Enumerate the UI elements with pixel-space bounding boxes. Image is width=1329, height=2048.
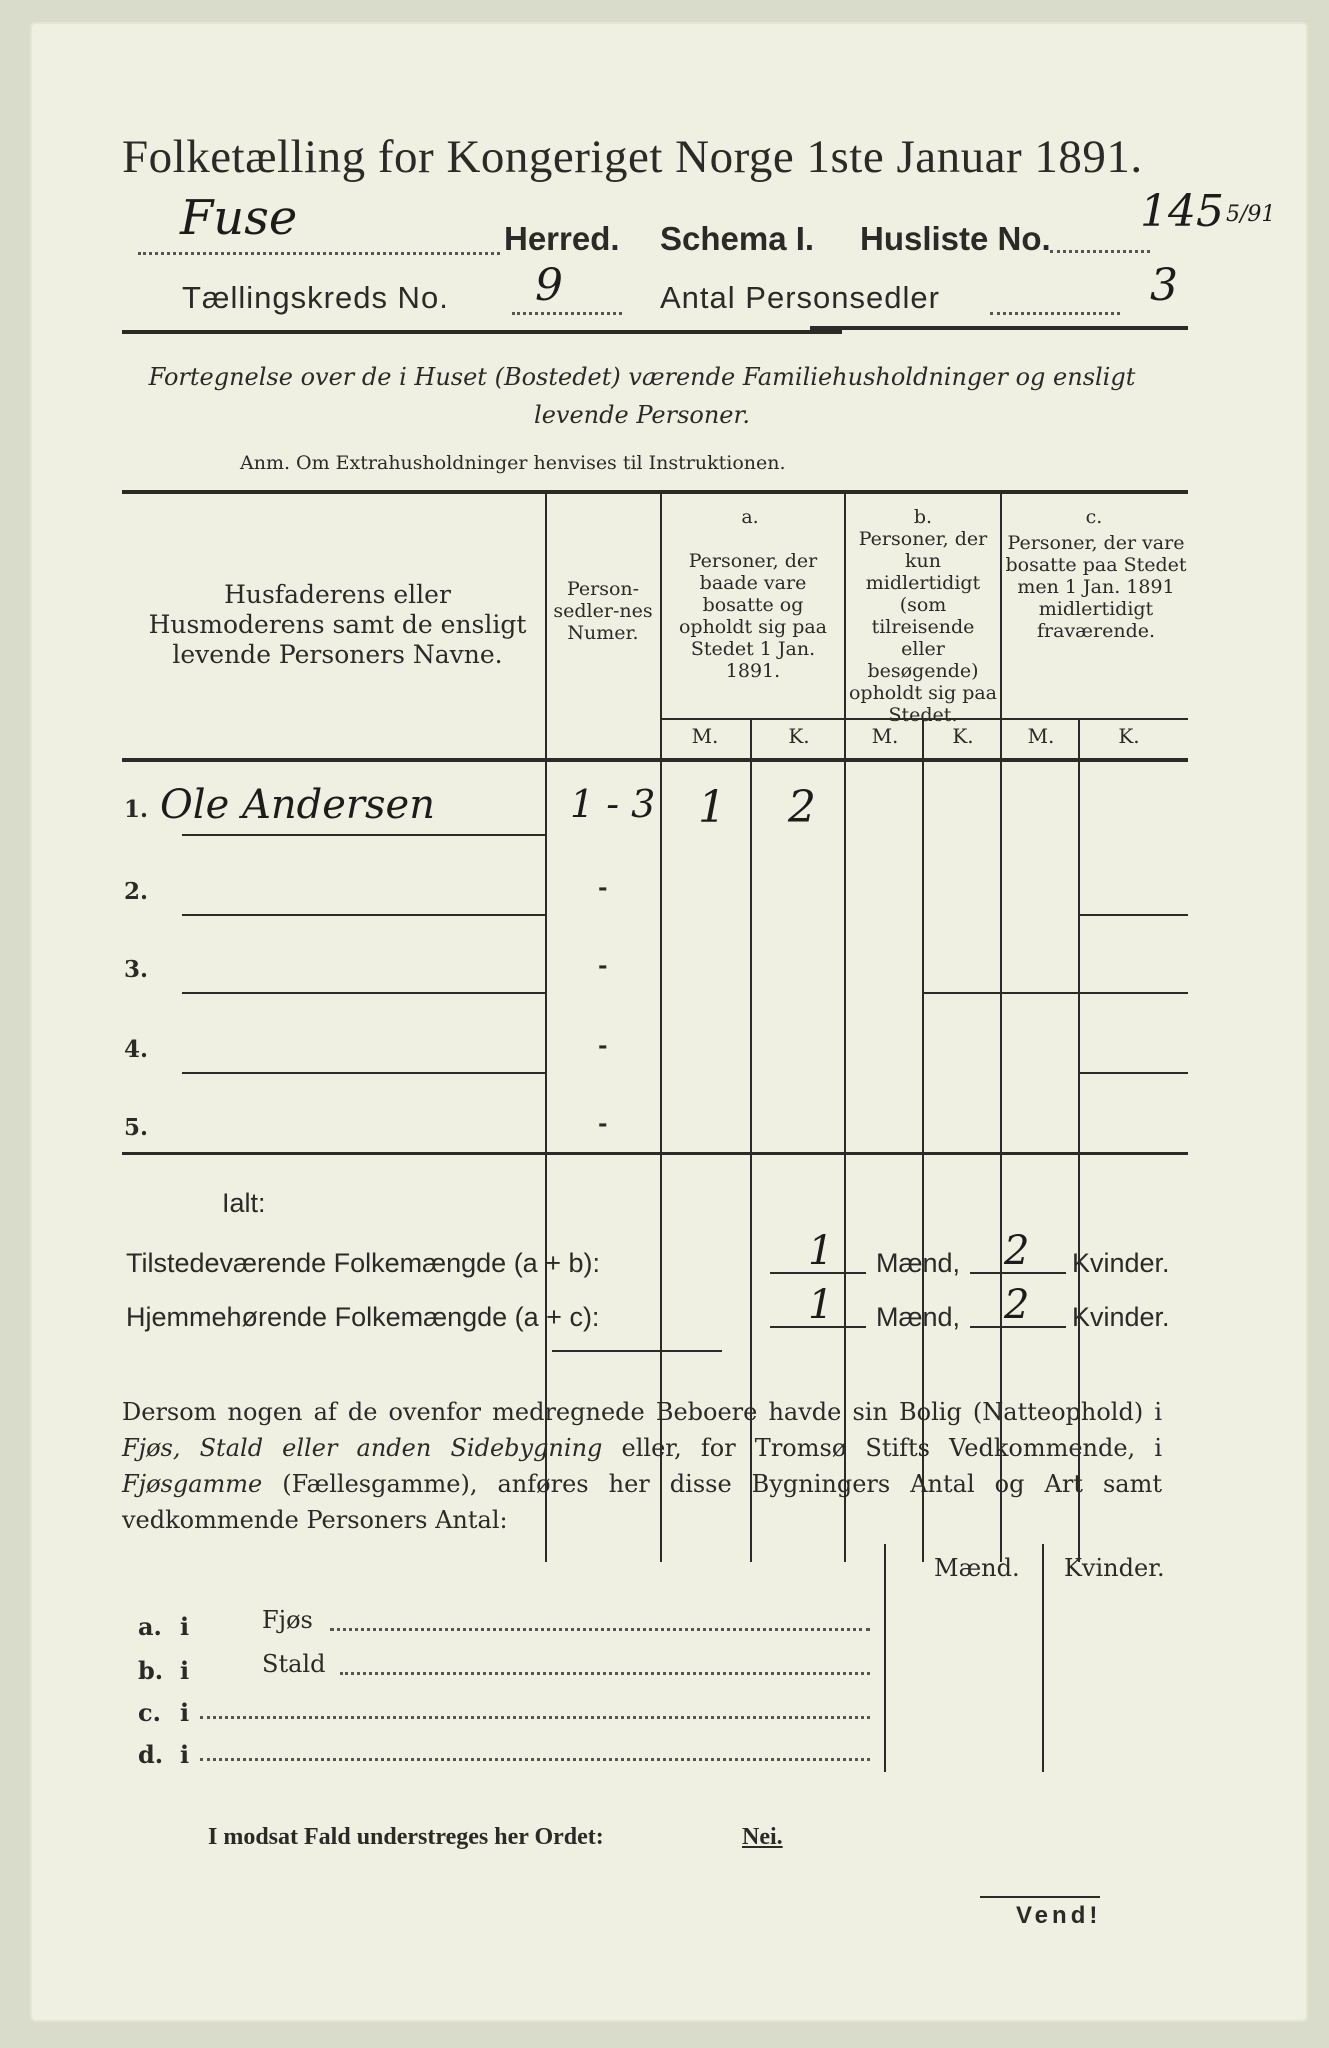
nei-word: Nei. bbox=[742, 1824, 783, 1850]
paragraph-text: eller, for Tromsø Stifts Vedkommende, i bbox=[602, 1434, 1162, 1462]
a-m-label: M. bbox=[691, 724, 719, 748]
buildings-kvinder-header: Kvinder. bbox=[1064, 1554, 1165, 1582]
kreds-label: Tællingskreds No. bbox=[182, 280, 449, 315]
instructions-paragraph bbox=[122, 1394, 1162, 1538]
row-number: 5. bbox=[124, 1114, 149, 1141]
paragraph-italic: Fjøs, Stald eller anden Sidebygning bbox=[122, 1434, 603, 1462]
col-b-letter: b. bbox=[913, 506, 933, 528]
row-name: Ole Andersen bbox=[160, 782, 435, 828]
paragraph-italic: Fjøsgamme bbox=[122, 1470, 263, 1498]
antal-value: 3 bbox=[1150, 260, 1178, 311]
antal-field bbox=[990, 286, 1120, 315]
c-k-label: K. bbox=[1118, 724, 1140, 748]
col-name-header: Husfaderens eller Husmoderens samt de ensligt levende Personers Navne. bbox=[148, 580, 527, 669]
col-a-header: Personer, der baade vare bosatte og opholdt sig paa Stedet 1 Jan. 1891. bbox=[678, 550, 828, 682]
kreds-value: 9 bbox=[535, 260, 563, 311]
buildings-divider bbox=[1042, 1544, 1044, 1772]
husliste-value: 145 bbox=[1140, 186, 1224, 237]
col-a-letter: a. bbox=[741, 506, 759, 528]
row-rule bbox=[182, 914, 545, 916]
row-number: 2. bbox=[124, 878, 149, 905]
row-rule bbox=[182, 1072, 545, 1074]
paragraph-text: (Fællesgamme), anføres her disse Bygningers Antal og Art samt vedkommende Personers Antal: bbox=[122, 1470, 1162, 1534]
b-m-label: M. bbox=[871, 724, 899, 748]
row-number: 1. bbox=[124, 796, 149, 823]
row-rule bbox=[182, 834, 545, 836]
building-dots bbox=[340, 1672, 870, 1675]
row-a-m: 1 bbox=[698, 782, 726, 833]
kreds-field bbox=[512, 286, 622, 315]
section-divider bbox=[552, 1350, 722, 1352]
tilstede-kvinder: Kvinder. bbox=[1072, 1248, 1170, 1278]
antal-label: Antal Personsedler bbox=[660, 280, 940, 315]
tilstede-label: Tilstedeværende Folkemængde (a + b): bbox=[126, 1248, 600, 1278]
hjemme-k-value: 2 bbox=[1004, 1282, 1030, 1328]
buildings-divider bbox=[884, 1544, 886, 1772]
building-i: i bbox=[180, 1612, 190, 1641]
row-rule bbox=[922, 992, 1188, 994]
census-form bbox=[30, 22, 1308, 2022]
tilstede-m-value: 1 bbox=[808, 1228, 834, 1274]
row-rule bbox=[1078, 1072, 1188, 1074]
col-c-letter: c. bbox=[1085, 506, 1103, 528]
buildings-maend-header: Mænd. bbox=[934, 1554, 1020, 1582]
building-letter: a. bbox=[138, 1612, 162, 1641]
herred-value: Fuse bbox=[180, 190, 298, 246]
husliste-note: 5/91 bbox=[1226, 202, 1276, 227]
building-i: i bbox=[180, 1740, 190, 1769]
table-bottom-rule bbox=[122, 1152, 1188, 1155]
row-sedler: - bbox=[598, 952, 608, 979]
header-bottom-rule bbox=[122, 758, 1188, 762]
row-sedler: - bbox=[598, 874, 608, 901]
form-title: Folketælling for Kongeriget Norge 1ste Januar 1891. bbox=[122, 131, 1143, 183]
row-a-k: 2 bbox=[788, 782, 816, 833]
hjemme-label: Hjemmehørende Folkemængde (a + c): bbox=[126, 1302, 600, 1332]
husliste-label: Husliste No. bbox=[860, 220, 1051, 257]
row-sedler: - bbox=[598, 1032, 608, 1059]
modsat-text: I modsat Fald understreges her Ordet: bbox=[208, 1824, 604, 1850]
col-num-header: Person-sedler-nes Numer. bbox=[553, 578, 653, 644]
ialt-label: Ialt: bbox=[222, 1188, 266, 1218]
hjemme-kvinder: Kvinder. bbox=[1072, 1302, 1170, 1332]
building-letter: d. bbox=[138, 1740, 164, 1769]
hjemme-maend: Mænd, bbox=[876, 1302, 961, 1332]
row-sedler: - bbox=[598, 1110, 608, 1137]
paragraph-text: Dersom nogen af de ovenfor medregnede Beboere havde sin Bolig (Natteophold) i bbox=[122, 1398, 1162, 1426]
col-c-header: Personer, der vare bosatte paa Stedet men 1 Jan. 1891 midlertidigt fraværende. bbox=[1005, 532, 1187, 642]
header-rule bbox=[810, 326, 1188, 330]
herred-label: Herred. bbox=[504, 220, 620, 257]
schema-label: Schema I. bbox=[660, 220, 815, 257]
building-letter: c. bbox=[138, 1698, 161, 1727]
header-rule bbox=[122, 330, 842, 334]
husliste-field bbox=[1050, 220, 1150, 253]
tilstede-maend: Mænd, bbox=[876, 1248, 961, 1278]
building-dots bbox=[200, 1716, 870, 1719]
vend-rule bbox=[980, 1896, 1100, 1898]
b-k-label: K. bbox=[952, 724, 974, 748]
row-sedler: 1 - 3 bbox=[570, 782, 656, 826]
building-dots bbox=[330, 1628, 870, 1631]
col-b-header: Personer, der kun midlertidigt (som tilreisende eller besøgende) opholdt sig paa Stedet. bbox=[848, 528, 998, 726]
building-dots bbox=[200, 1758, 870, 1761]
building-label: Fjøs bbox=[262, 1606, 313, 1634]
a-k-label: K. bbox=[788, 724, 810, 748]
building-letter: b. bbox=[138, 1656, 164, 1685]
c-m-label: M. bbox=[1027, 724, 1055, 748]
vend-text: Vend! bbox=[1016, 1902, 1102, 1929]
building-i: i bbox=[180, 1698, 190, 1727]
row-rule bbox=[182, 992, 545, 994]
building-i: i bbox=[180, 1656, 190, 1685]
hjemme-m-value: 1 bbox=[808, 1282, 834, 1328]
building-label: Stald bbox=[262, 1650, 326, 1678]
instruction-note: Anm. Om Extrahusholdninger henvises til Instruktionen. bbox=[240, 452, 786, 474]
row-number: 4. bbox=[124, 1036, 149, 1063]
row-number: 3. bbox=[124, 956, 149, 983]
row-rule bbox=[1078, 914, 1188, 916]
tilstede-k-value: 2 bbox=[1004, 1228, 1030, 1274]
form-subtitle: Fortegnelse over de i Huset (Bostedet) værende Familiehusholdninger og ensligt levende Personer. bbox=[148, 363, 1136, 429]
table-top-rule bbox=[122, 490, 1188, 494]
